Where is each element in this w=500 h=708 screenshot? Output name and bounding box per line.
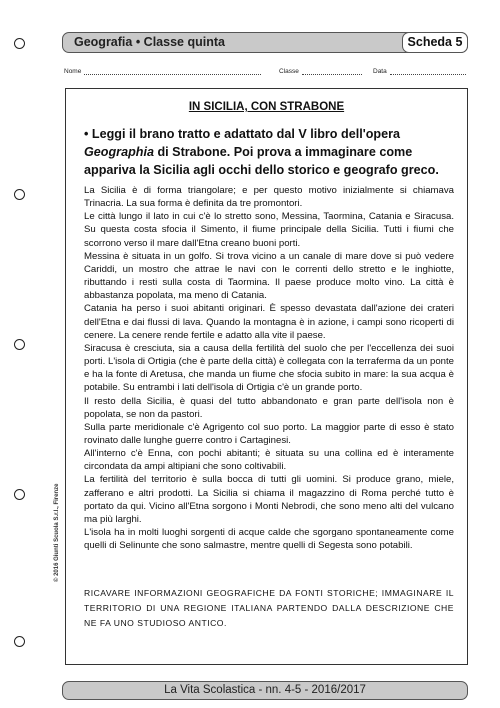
content-box bbox=[65, 88, 468, 665]
paragraph: Catania ha perso i suoi abitanti originari. È spesso devastata dall'azione dei crateri dell'Etna e dai flussi di lava. Quando la montagna è in azione, i campi sono ricoperti di cenere. La cenere rende fertile e adatto alla vite il paese. bbox=[84, 303, 454, 341]
paragraph: La fertilità del territorio è sulla bocca di tutti gli uomini. Si produce grano, miele, zafferano e altri prodotti. La Sicilia si chiama il magazzino di Roma perché tutto è portato da qui. Vicino all'Etna sorgono i Monti Nebrodi, che sono meno alti del vulcano ma più larghi. bbox=[84, 474, 454, 525]
footer-bar: La Vita Scolastica - nn. 4-5 - 2016/2017 bbox=[62, 681, 468, 700]
class-label: Classe bbox=[279, 68, 299, 75]
name-field[interactable] bbox=[64, 67, 261, 75]
paragraph: La Sicilia è di forma triangolare; e per questo motivo inizialmente si chiamava Trinacria. La sua forma è definita da tre promontori. bbox=[84, 185, 454, 210]
copyright-notice: © 2016 Giunti Scuola S.r.l., Firenze bbox=[54, 483, 60, 582]
binder-hole bbox=[14, 339, 25, 350]
paragraph: Sulla parte meridionale c'è Agrigento col suo porto. La maggior parte di esso è stato rovinato dalle lunghe guerre contro i Cartaginesi. bbox=[84, 421, 454, 446]
page-title: IN SICILIA, CON STRABONE bbox=[188, 101, 345, 113]
header-bar bbox=[62, 32, 468, 53]
date-line bbox=[390, 67, 466, 75]
paragraph: All'interno c'è Enna, con pochi abitanti; è situata su una collina ed è interamente circondata da ampi altipiani che sono coltivabili. bbox=[84, 448, 454, 473]
subject-label: Geografia • Classe quinta bbox=[74, 35, 225, 49]
paragraph: Le città lungo il lato in cui c'è lo stretto sono, Messina, Taormina, Catania e Siracusa. Su questa costa sfocia il Simento, il fiume principale della Sicilia. Tutti i fiumi che scorrono verso il mare dall'Etna creano buoni porti. bbox=[84, 211, 454, 249]
learning-objective: RICAVARE INFORMAZIONI GEOGRAFICHE DA FONTI STORICHE; IMMAGINARE IL TERRITORIO DI UNA REGIONE ITALIANA PARTENDO DALLA DESCRIZIONE CHE NE FA UNO STUDIOSO ANTICO. bbox=[84, 588, 454, 628]
name-label: Nome bbox=[64, 68, 82, 75]
binder-hole bbox=[14, 636, 25, 647]
instruction-text-1: • Leggi il brano tratto e adattato dal V libro dell'opera bbox=[84, 127, 400, 141]
binder-hole bbox=[14, 189, 25, 200]
name-line bbox=[84, 67, 261, 75]
binder-hole bbox=[14, 489, 25, 500]
class-line bbox=[302, 67, 362, 75]
paragraph: Siracusa è cresciuta, sia a causa della fertilità del suolo che per l'eccellenza dei suoi porti. L'isola di Ortigia (che è parte della città) è collegata con la terraferma da un ponte e ha la fonte di Aretusa, che manda un fiume che sfocia subito in mare: la sua acqua è potabile. Su entrambi i lati dell'isola di Ortigia c'è un grande porto. bbox=[84, 342, 454, 394]
date-label: Data bbox=[373, 68, 387, 75]
binder-hole bbox=[14, 38, 25, 49]
instruction bbox=[84, 125, 456, 179]
class-field[interactable] bbox=[279, 67, 362, 75]
paragraph: Il resto della Sicilia, è quasi del tutto abbandonato e gran parte dell'isola non è popolata, se non da pastori. bbox=[84, 395, 454, 420]
passage bbox=[84, 184, 454, 552]
date-field[interactable] bbox=[373, 67, 466, 75]
work-title: Geographia bbox=[84, 145, 154, 159]
student-fields bbox=[64, 67, 468, 81]
paragraph: Messina è situata in un golfo. Si trova vicino a un canale di mare dove si può vedere Cariddi, un mostro che attrae le navi con le correnti dello stretto e le inghiotte, ributtando i resti sulla costa di Taormina. Il paese produce molto vino. La città è abbastanza popolata, ma meno di Catania. bbox=[84, 250, 454, 302]
sheet-badge: Scheda 5 bbox=[402, 32, 468, 53]
paragraph: L'isola ha in molti luoghi sorgenti di acque calde che sgorgano spontaneamente come quelli di Selinunte che sono salmastre, mentre quelli di Segesta sono potabili. bbox=[84, 527, 454, 552]
instruction-text-2: di Strabone. Poi prova a immaginare come appariva la Sicilia agli occhi dello storico e geografo greco. bbox=[84, 145, 439, 177]
